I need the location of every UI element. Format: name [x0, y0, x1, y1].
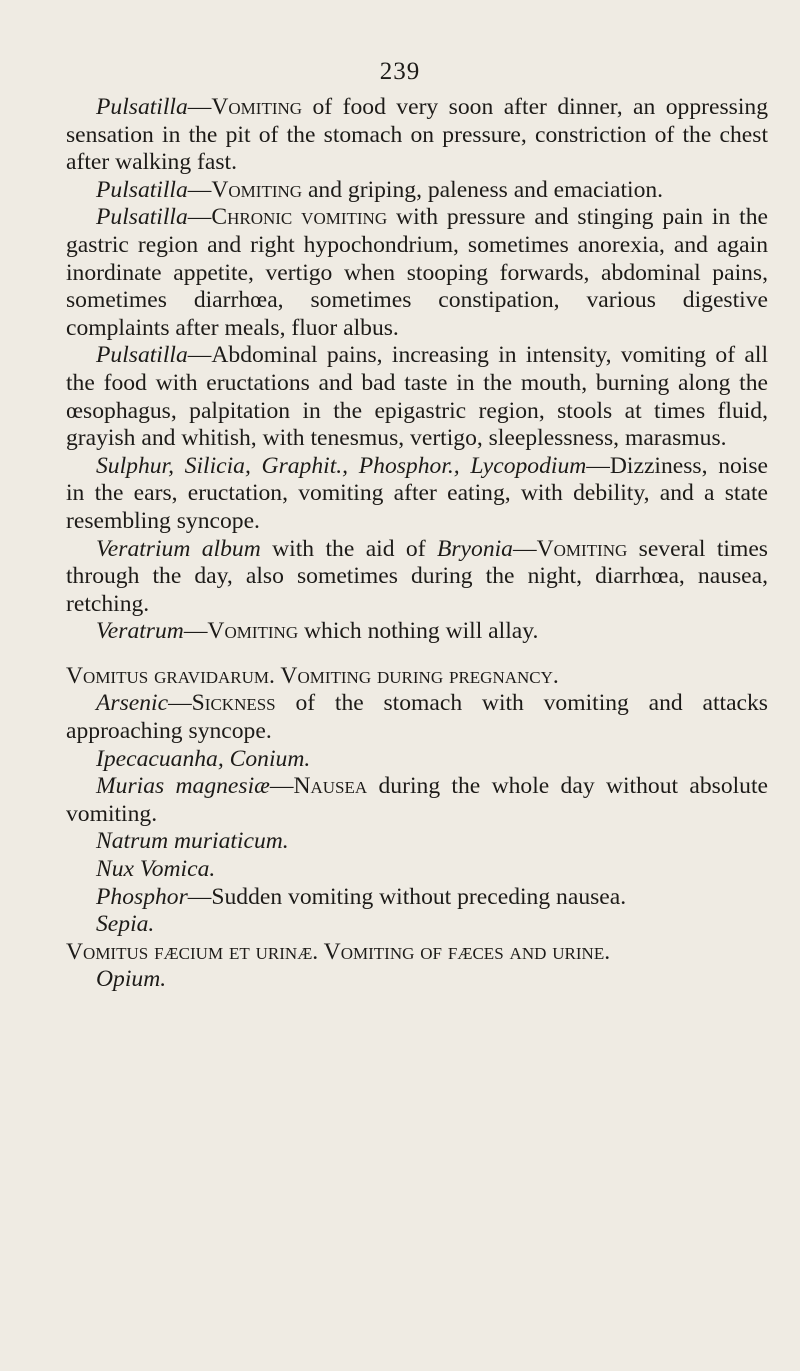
remedy-name: Ipecacuanha, Conium. [96, 745, 311, 772]
entry-text: Sudden vomiting without preceding nausea. [211, 883, 627, 910]
entry-paragraph [66, 884, 768, 912]
entry-paragraph [66, 911, 768, 939]
remedy-name: Pulsatilla [96, 94, 188, 120]
remedy-name: Arsenic [96, 690, 169, 717]
remedy-name: Sepia. [96, 911, 155, 938]
lead-term: Nausea [293, 773, 368, 800]
remedy-name: Nux Vomica. [96, 856, 216, 883]
entry-text: with pressure and stinging pain in the gastric region and right hypochondrium, sometimes anorexia, and again inordinate appetite, vertigo when stooping forwards, abdominal pains, sometimes diarrhœa, sometimes constipation, various digestive complaints after meals, fluor albus. [66, 204, 768, 341]
remedy-name: Natrum muriaticum. [96, 828, 289, 855]
dash: — [269, 773, 294, 800]
dash: — [512, 535, 537, 562]
entry-paragraph [66, 690, 768, 745]
entry-paragraph [66, 856, 768, 884]
entry-text: several times through the day, also sometimes during the night, diarrhœa, nausea, retching. [66, 535, 768, 617]
connector-text: with the aid of [260, 535, 437, 562]
remedy-name: Pulsatilla [96, 204, 188, 231]
entry-paragraph [66, 453, 768, 536]
entry-text: Dizziness, noise in the ears, eructation, vomiting after eating, with debility, and a state resembling syncope. [66, 452, 768, 534]
lead-term: Vomiting [536, 535, 628, 562]
entry-paragraph [66, 342, 768, 452]
dash: — [168, 690, 192, 717]
remedy-name: Murias magnesiæ [96, 773, 270, 800]
dash: — [187, 94, 212, 120]
lead-term: Vomiting [207, 618, 299, 645]
entry-paragraph [66, 773, 768, 828]
entry-paragraph [66, 828, 768, 856]
dash: — [187, 342, 212, 369]
entry-text: of the stomach with vomiting and attacks approaching syncope. [66, 690, 768, 745]
remedy-name: Veratrium album [96, 535, 261, 562]
remedy-name: Pulsatilla [96, 342, 188, 369]
lead-term: Sickness [191, 690, 276, 717]
dash: — [183, 618, 208, 645]
dash: — [187, 176, 212, 203]
entry-paragraph [66, 204, 768, 342]
remedy-name: Pulsatilla [96, 176, 188, 203]
entry-paragraph [66, 177, 768, 205]
remedy-name: Sulphur, Silicia, Graphit., Phosphor., Lycopodium [96, 452, 587, 479]
remedy-name-secondary: Bryonia [436, 535, 513, 562]
entry-text: of food very soon after dinner, an oppressing sensation in the pit of the stomach on pressure, constriction of the chest after walking fast. [66, 94, 768, 176]
dash: — [586, 452, 610, 479]
section-heading: Vomitus fæcium et urinæ. Vomiting of fæces and urine. [66, 938, 611, 965]
entry-text: which nothing will allay. [298, 618, 539, 645]
dash: — [187, 883, 212, 910]
page-number: 239 [379, 58, 421, 85]
entry-paragraph [66, 94, 768, 177]
entry-paragraph [66, 618, 768, 646]
remedy-name: Opium. [96, 966, 167, 993]
entry-paragraph [66, 966, 768, 994]
remedy-name: Veratrum [96, 618, 184, 645]
entry-text: and griping, paleness and emaciation. [302, 176, 664, 203]
page-body [66, 94, 768, 994]
lead-term: Vomiting [211, 94, 303, 120]
lead-term: Chronic vomiting [211, 204, 388, 231]
entry-paragraph [66, 746, 768, 774]
entry-paragraph [66, 536, 768, 619]
lead-term: Vomiting [211, 176, 303, 203]
remedy-name: Phosphor [96, 883, 188, 910]
entry-text: Abdominal pains, increasing in intensity, vomiting of all the food with eructations and bad taste in the mouth, burning along the œsophagus, palpitation in the epigastric region, stools at times fluid, grayish and whitish, with tenesmus, vertigo, sleeplessness, marasmus. [66, 342, 768, 452]
section-heading: Vomitus gravidarum. Vomiting during pregnancy. [66, 662, 559, 689]
dash: — [187, 204, 212, 231]
entry-text: during the whole day without absolute vomiting. [66, 773, 768, 827]
